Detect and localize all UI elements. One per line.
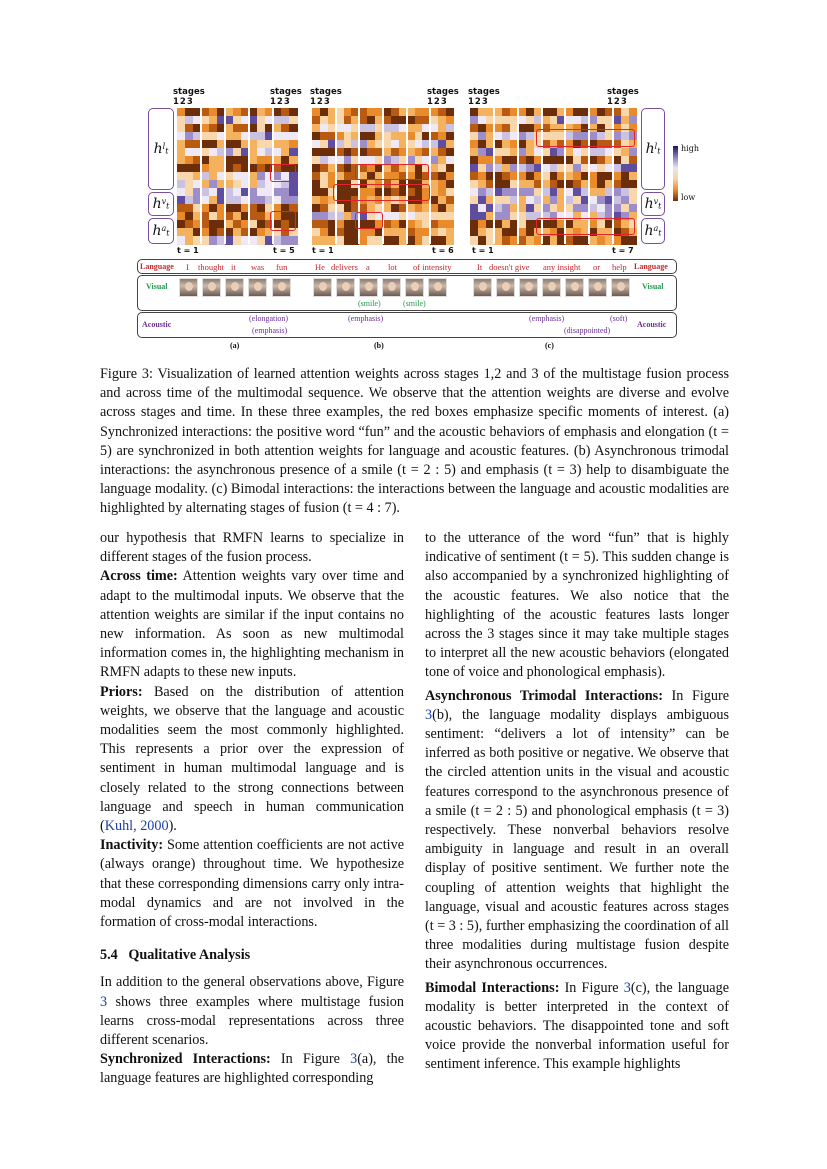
timestep-separator [517,108,519,244]
paragraph-heading: Asynchronous Trimodal Interactions: [425,687,663,704]
acoustic-annotation: (emphasis) [252,326,288,335]
heatmap-cell [289,236,298,245]
video-frame-thumbnail [225,278,244,297]
video-frame-thumbnail [336,278,355,297]
figure-ref-link[interactable]: 3 [350,1051,358,1068]
timestep-label: t = 7 [612,246,634,255]
left-column [100,529,404,1089]
word: a [366,262,370,272]
paragraph-heading: Priors: [100,683,143,700]
paragraph-heading: Inactivity: [100,837,164,854]
paragraph: to the utterance of the word “fun” that is highly indicative of sentiment (t = 5). This sudden change is also accompanied by a synchronized highlighting of the acoustic features. We also notice that the highlighting of the acoustic features lasts longer across the 3 stages since it may take multiple stages to interpret all the new acoustic behaviors (elongated tone of voice and phonological emphasis). [425,530,729,681]
paragraph-heading: Synchronized Interactions: [100,1051,271,1068]
word: doesn't give [489,262,530,272]
acoustic-annotation: (emphasis) [348,314,384,323]
timestep-label: t = 1 [472,246,494,255]
timestep-separator [200,108,202,244]
highlight-box-a-language [270,164,296,182]
paragraph: our hypothesis that RMFN learns to specialize in different stages of the fusion process. [100,530,404,566]
heatmap-cell [446,236,454,245]
language-row-label: Language [140,262,174,271]
video-frame-thumbnail [179,278,198,297]
subfigure-label-c: (c) [545,341,554,350]
word: thought [198,262,224,272]
word: any insight [543,262,581,272]
timestep-label: t = 1 [312,246,334,255]
visual-annotation: (smile) [358,299,381,308]
acoustic-annotation: (disappointed) [564,326,611,335]
figure-3 [137,84,699,352]
video-frame-thumbnail [519,278,538,297]
colorbar-low-label: low [681,193,696,202]
word: was [251,262,265,272]
visual-row-label: Visual [146,282,168,291]
highlight-box-b-language [355,164,429,180]
video-frame-thumbnail [272,278,291,297]
highlight-box-a-acoustic [270,211,296,231]
stages-header-c-left: stages 123 [468,87,500,107]
stages-header-a-left: stages 123 [173,87,205,107]
video-frame-thumbnail [359,278,378,297]
visual-annotation: (smile) [403,299,426,308]
timestep-label: t = 6 [432,246,454,255]
figure-caption: Figure 3: Visualization of learned attention weights across stages 1,2 and 3 of the multistage fusion process and across time of the multimodal sequence. We observe that the attention weights are diverse and evolve across stages and time. In these three examples, the red boxes emphasize specific moments of interest. (a) Synchronized interactions: the positive word “fun” and the acoustic behaviors of emphasis and elongation (t = 5) are synchronized in both attention weights for language and acoustic features. (b) Asynchronous trimodal interactions: the asynchronous presence of a smile (t = 2 : 5) and emphasis (t = 3) help to disambiguate the language modality. (c) Bimodal interactions: the interactions between the language and acoustic modalities are highlighted by alternating stages of fusion (t = 4 : 7). [100,366,729,517]
paragraph: Asynchronous Trimodal Interactions: In Figure 3(b), the language modality displays ambiguous sentiment: “delivers a lot of intensity” can be inferred as both positive or negative. We observe that the circled attention units in the visual and acoustic features correspond to the asynchronous presence of a smile (t = 2 : 5) and phonological emphasis (t = 3) respectively. These nonverbal behaviors resolve ambiguity in language and result in an overall display of positive sentiment. We further note the coupling of attention weights that highlight the language, visual and acoustic features across stages (t = 3 : 5), further emphasizing the coordination of all three modalities during multistage fusion despite their asynchronous occurrences. [425,687,729,973]
timestep-separator [224,108,226,244]
video-frame-thumbnail [405,278,424,297]
modality-label-visual-right: h $^v$t [641,192,665,216]
word: I [186,262,189,272]
word: It [477,262,483,272]
visual-row-label-right: Visual [642,282,664,291]
video-frame-thumbnail [248,278,267,297]
colorbar [673,146,678,201]
video-frame-thumbnail [611,278,630,297]
word: delivers [331,262,358,272]
timestep-separator [335,108,337,244]
paragraph-heading: Bimodal Interactions: [425,979,560,996]
subfigure-label-a: (a) [230,341,240,350]
paragraph: Across time: Attention weights vary over time and adapt to the multimodal inputs. We observe that the attention weights are similar if the input contains no new information. As soon as new multimodal information comes in, the highlighting mechanism in RMFN adapts to these new inputs. [100,568,405,681]
video-frame-thumbnail [542,278,561,297]
stages-header-a-right: stages 123 [270,87,302,107]
video-frame-thumbnail [565,278,584,297]
paragraph: Synchronized Interactions: In Figure 3(a), the language features are highlighted corresponding [100,1051,404,1087]
citation-link[interactable]: Kuhl, 2000 [104,818,169,835]
section-heading: 5.4 Qualitative Analysis [100,947,251,964]
paragraph: Inactivity: Some attention coefficients are not active (always orange) throughout time. We hypothesize that these corresponding dimensions carry only intra-modal dynamics and are not involved in the formation of cross-modal interactions. [100,837,404,931]
colorbar-high-label: high [681,144,699,153]
modality-label-visual-left: h $^v$t [148,192,174,216]
language-row-label-right: Language [634,262,668,271]
word: of intensity [413,262,452,272]
paragraph: Priors: Based on the distribution of attention weights, we observe that the language and acoustic modalities seem the most commonly highlighted. This represents a prior over the expression of sentiment in human multimodal language and is closely related to the strong connections between language and speech in human communication (Kuhl, 2000). [100,683,404,835]
timestep-separator [493,108,495,244]
highlight-box-c-acoustic [536,218,635,235]
acoustic-row-label: Acoustic [142,320,172,329]
word: it [231,262,236,272]
stages-header-b-left: stages 123 [310,87,342,107]
acoustic-annotation: (elongation) [249,314,289,323]
video-frame-thumbnail [202,278,221,297]
heatmap-cell [629,236,637,245]
highlight-box-b-acoustic [355,212,383,229]
word: fun [276,262,288,272]
video-frame-thumbnail [313,278,332,297]
highlight-box-c-language [536,129,635,147]
word: lot [388,262,397,272]
acoustic-annotation: (emphasis) [529,314,565,323]
stages-header-b-right: stages 123 [427,87,459,107]
figure-ref-link[interactable]: 3 [623,979,631,996]
video-frame-thumbnail [496,278,515,297]
modality-label-acoustic-right: h $^a$t [641,218,665,244]
word: He [315,262,325,272]
modality-label-acoustic-left: h $^a$t [148,218,174,244]
video-frame-thumbnail [473,278,492,297]
timestep-separator [248,108,250,244]
subfigure-label-b: (b) [374,341,384,350]
modality-label-language-left: h $^l$t [148,108,174,190]
timestep-label: t = 5 [273,246,295,255]
word: help [612,262,627,272]
acoustic-annotation: (soft) [610,314,628,323]
word: or [593,262,601,272]
paragraph-heading: Across time: [100,568,178,585]
video-frame-thumbnail [428,278,447,297]
paragraph: Bimodal Interactions: In Figure 3(c), the language modality is better interpreted in the context of acoustic behaviors. The disappointed tone and soft voice provide the nonverbal information useful for sentiment inference. This example highlights [425,979,729,1073]
modality-label-language-right: h $^l$t [641,108,665,190]
video-frame-thumbnail [382,278,401,297]
figure-ref-link[interactable]: 3 [425,706,433,723]
acoustic-row-label-right: Acoustic [637,320,667,329]
stages-header-c-right: stages 123 [607,87,639,107]
timestep-separator [429,108,431,244]
highlight-box-b-visual [333,184,430,201]
figure-ref-link[interactable]: 3 [100,993,108,1010]
video-frame-thumbnail [588,278,607,297]
paragraph: In addition to the general observations above, Figure 3 shows three examples where multistage fusion learns cross-modal representations across three different scenarios. [100,974,404,1049]
timestep-label: t = 1 [177,246,199,255]
right-column [425,529,729,1075]
